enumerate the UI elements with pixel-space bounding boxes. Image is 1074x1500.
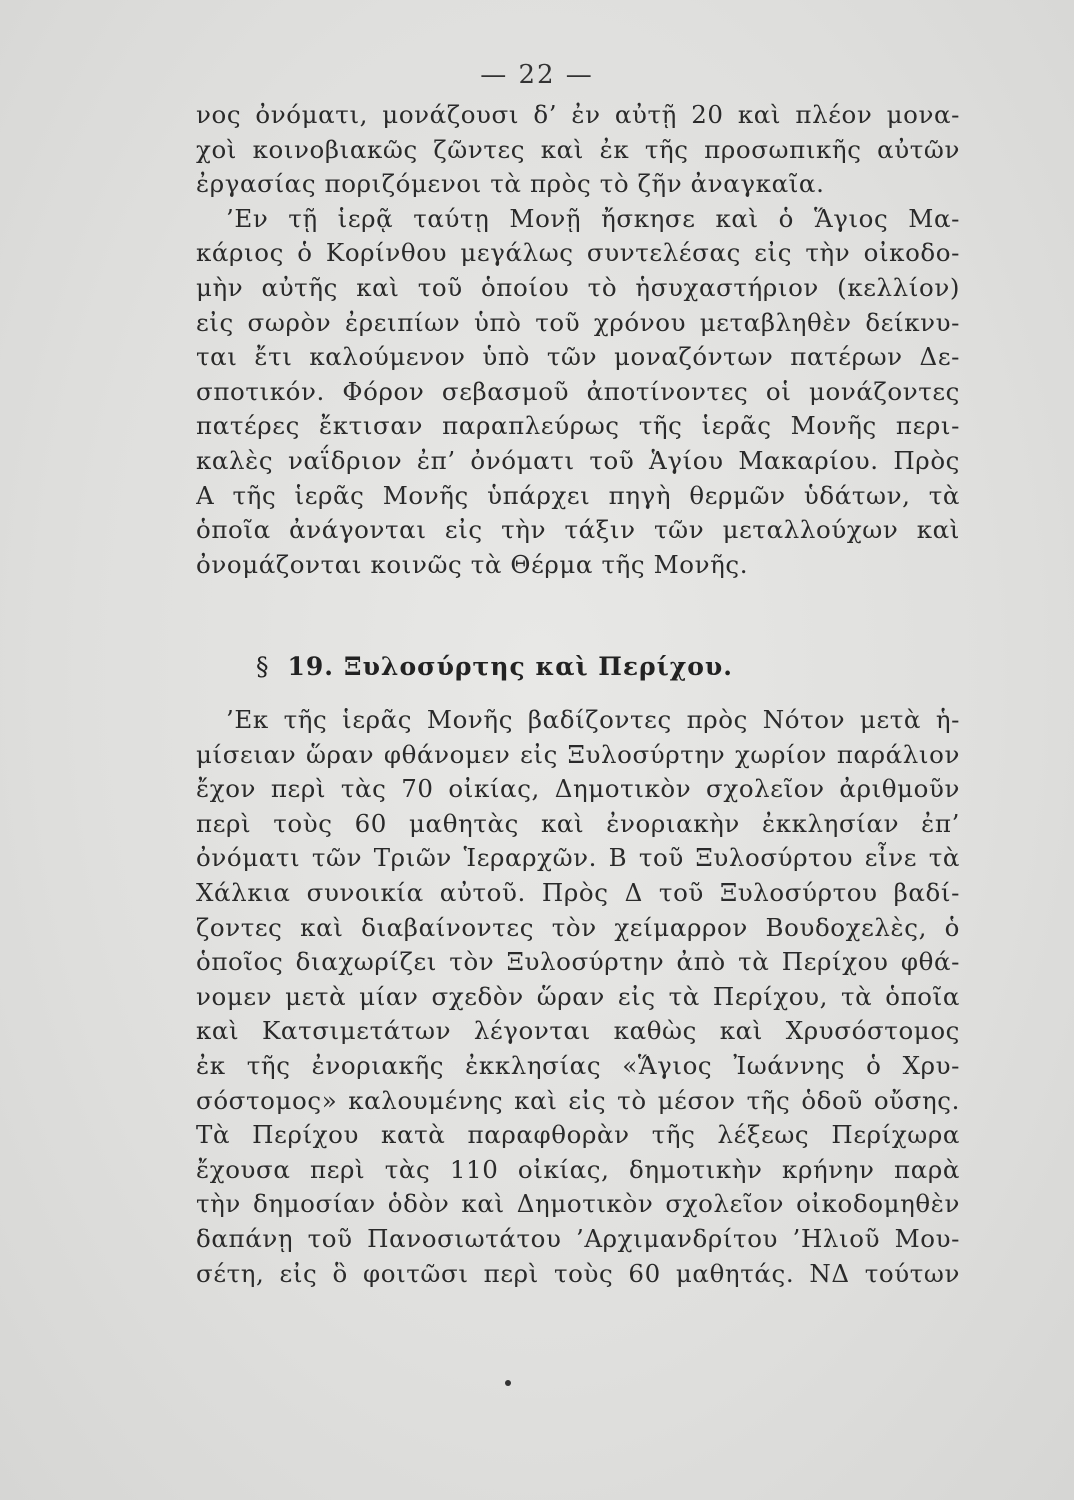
section-title: Ξυλοσύρτης καὶ Περίχου. (344, 652, 733, 681)
text-line: νος ὀνόματι, μονάζουσι δ’ ἐν αὐτῇ 20 καὶ πλέον μονα- (196, 100, 960, 129)
text-line: ὀνόματι τῶν Τριῶν Ἱεραρχῶν. Β τοῦ Ξυλοσύρτου εἶνε τὰ (196, 843, 960, 873)
signature-dot (505, 1380, 511, 1386)
section-heading (256, 652, 936, 681)
text-line: περὶ τοὺς 60 μαθητὰς καὶ ἐνοριακὴν ἐκκλησίαν ἐπ’ (196, 808, 960, 838)
page-number: — 22 — (480, 60, 594, 90)
text-line: καὶ Κατσιμετάτων λέγονται καθὼς καὶ Χρυσόστομος (196, 1016, 960, 1046)
text-line: ’Εν τῇ ἱερᾷ ταύτῃ Μονῇ ἤσκησε καὶ ὁ Ἅγιος Μα- (226, 203, 960, 233)
text-line: μίσειαν ὥραν φθάνομεν εἰς Ξυλοσύρτην χωρίον παράλιον (196, 739, 960, 769)
text-line: τὴν δημοσίαν ὁδὸν καὶ Δημοτικὸν σχολεῖον οἰκοδομηθὲν (196, 1189, 960, 1219)
text-line: ἐκ τῆς ἐνοριακῆς ἐκκλησίας «Ἅγιος Ἰωάννης ὁ Χρυ- (196, 1050, 960, 1080)
text-line: ὁποῖα ἀνάγονται εἰς τὴν τάξιν τῶν μεταλλούχων καὶ (196, 515, 960, 545)
text-line: Χάλκια συνοικία αὐτοῦ. Πρὸς Δ τοῦ Ξυλοσύρτου βαδί- (196, 877, 960, 907)
text-line: σέτη, εἰς ὃ φοιτῶσι περὶ τοὺς 60 μαθητάς. ΝΔ τούτων (196, 1258, 960, 1288)
text-line: ἔχον περὶ τὰς 70 οἰκίας, Δημοτικὸν σχολεῖον ἀριθμοῦν (196, 774, 960, 804)
text-line: σποτικόν. Φόρον σεβασμοῦ ἀποτίνοντες οἱ μονάζοντες (196, 376, 960, 406)
text-block-lower (196, 703, 960, 1291)
text-line: πατέρες ἔκτισαν παραπλεύρως τῆς ἱερᾶς Μονῆς περι- (196, 411, 960, 441)
text-line: ὁποῖος διαχωρίζει τὸν Ξυλοσύρτην ἀπὸ τὰ Περίχου φθά- (196, 947, 960, 977)
text-line: ’Εκ τῆς ἱερᾶς Μονῆς βαδίζοντες πρὸς Νότον μετὰ ἡ- (226, 705, 960, 734)
text-line: ζοντες καὶ διαβαίνοντες τὸν χείμαρρον Βουδοχελὲς, ὁ (196, 912, 960, 942)
text-line: ται ἔτι καλούμενον ὑπὸ τῶν μοναζόντων πατέρων Δε- (196, 342, 960, 372)
text-block-upper (196, 98, 960, 582)
text-line: καλὲς ναΐδριον ἐπ’ ὀνόματι τοῦ Ἁγίου Μακαρίου. Πρὸς (196, 445, 960, 475)
text-line: ὀνομάζονται κοινῶς τὰ Θέρμα τῆς Μονῆς. (196, 549, 749, 579)
text-line: κάριος ὁ Κορίνθου μεγάλως συντελέσας εἰς τὴν οἰκοδο- (196, 238, 960, 268)
text-line: Α τῆς ἱερᾶς Μονῆς ὑπάρχει πηγὴ θερμῶν ὑδάτων, τὰ (196, 480, 960, 510)
text-line: ἐργασίας ποριζόμενοι τὰ πρὸς τὸ ζῆν ἀναγκαῖα. (196, 169, 825, 199)
text-line: Τὰ Περίχου κατὰ παραφθορὰν τῆς λέξεως Περίχωρα (196, 1120, 960, 1150)
text-line: εἰς σωρὸν ἐρειπίων ὑπὸ τοῦ χρόνου μεταβληθὲν δείκνυ- (196, 307, 960, 337)
text-line: δαπάνῃ τοῦ Πανοσιωτάτου ’Αρχιμανδρίτου ’Ηλιοῦ Μου- (196, 1223, 960, 1253)
text-line: χοὶ κοινοβιακῶς ζῶντες καὶ ἐκ τῆς προσωπικῆς αὐτῶν (196, 134, 960, 164)
text-line: μὴν αὐτῆς καὶ τοῦ ὁποίου τὸ ἡσυχαστήριον (κελλίον) (196, 272, 960, 302)
text-line: ἔχουσα περὶ τὰς 110 οἰκίας, δημοτικὴν κρήνην παρὰ (196, 1154, 960, 1184)
section-number: 19. (287, 652, 334, 681)
text-line: νομεν μετὰ μίαν σχεδὸν ὥραν εἰς τὰ Περίχου, τὰ ὁποῖα (196, 981, 960, 1011)
text-line: σόστομος» καλουμένης καὶ εἰς τὸ μέσον τῆς ὁδοῦ οὔσης. (196, 1085, 960, 1115)
section-mark: § (256, 652, 270, 681)
